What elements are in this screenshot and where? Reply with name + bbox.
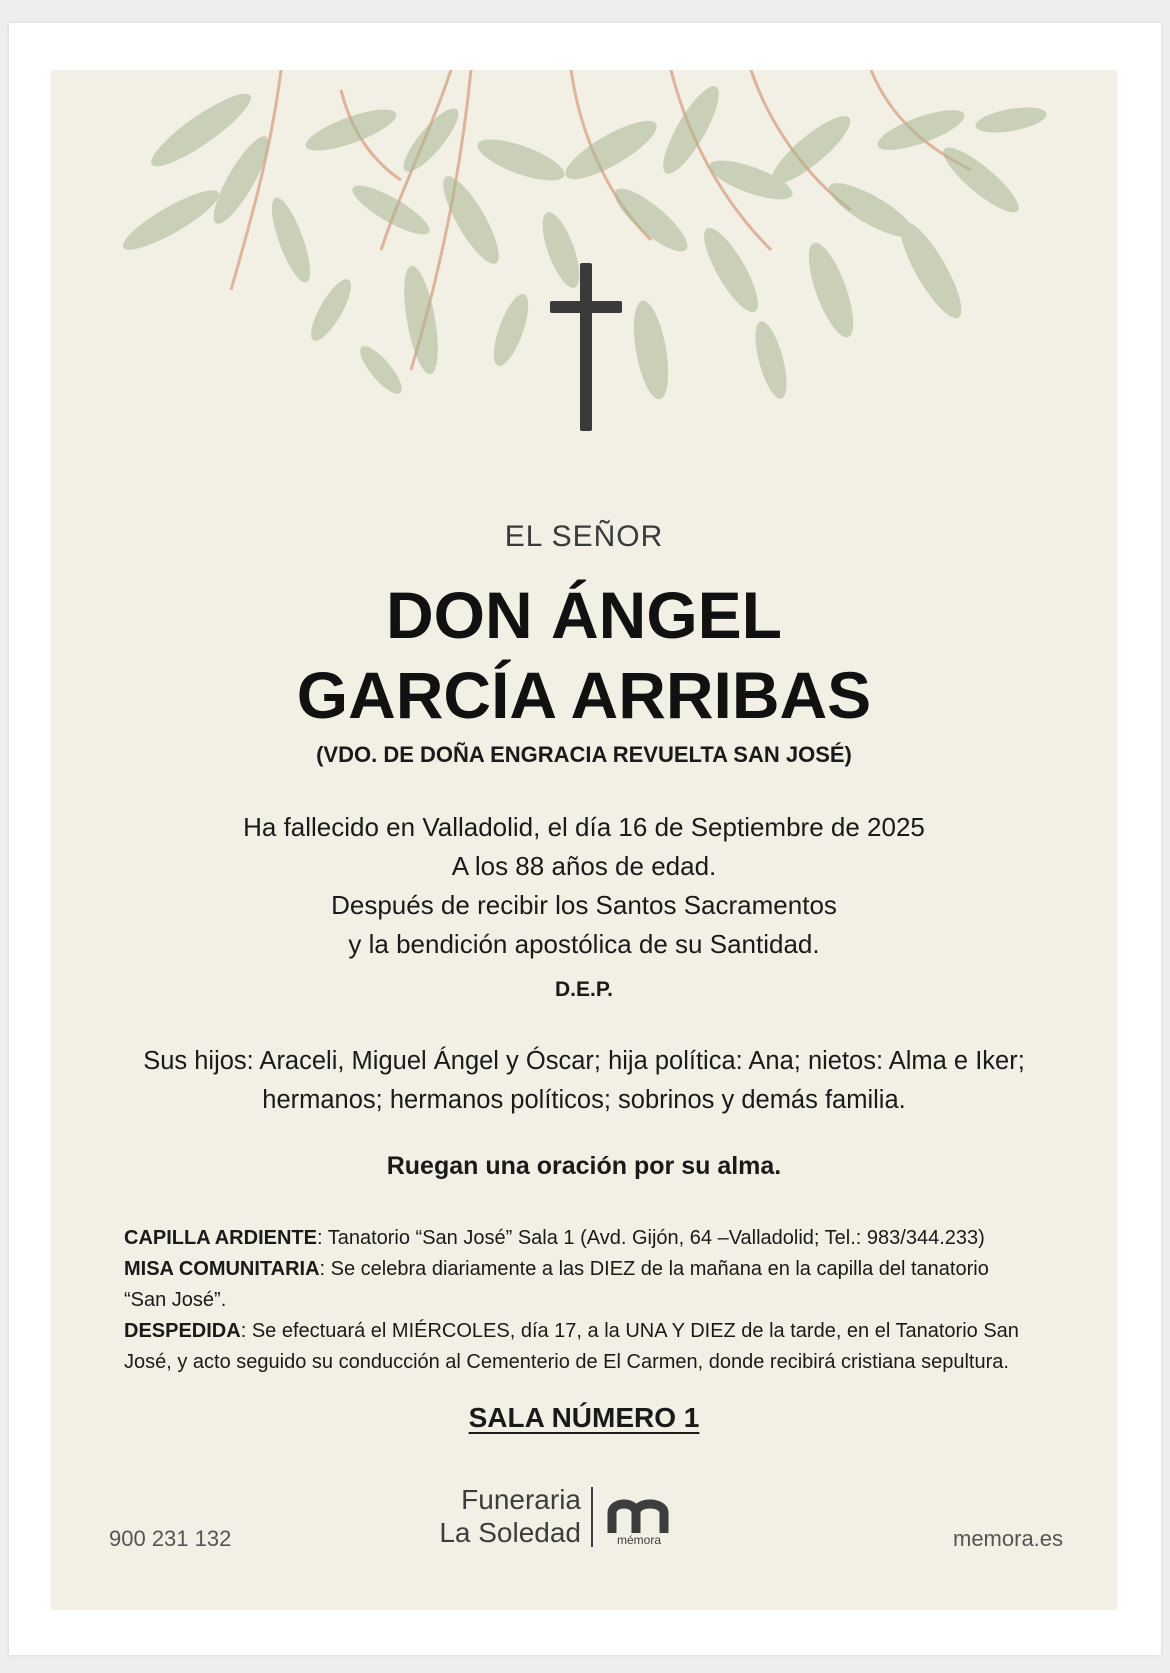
brand-logo [439,1483,736,1555]
name-line-1: DON ÁNGEL [386,578,782,652]
death-notice [51,808,1117,964]
document-sheet [9,23,1161,1655]
chapel-label: CAPILLA ARDIENTE [124,1227,317,1249]
chapel-text: : Tanatorio “San José” Sala 1 (Avd. Gijón, 64 –Valladolid; Tel.: 983/344.233) [316,1227,985,1249]
obituary-card [51,70,1117,1610]
brand-name [439,1483,581,1549]
service-details [124,1223,1024,1378]
logo-divider [591,1487,593,1547]
widow-note: (VDO. DE DOÑA ENGRACIA REVUELTA SAN JOSÉ) [316,742,852,767]
memora-m-logo-icon [606,1495,672,1535]
deceased-name [51,575,1117,735]
farewell-text: : Se efectuará el MIÉRCOLES, día 17, a la UNA Y DIEZ de la tarde, en el Tanatorio San José, y acto seguido su conducción al Cementerio de El Carmen, donde recibirá cristiana sepultura. [124,1320,1019,1373]
room-number: SALA NÚMERO 1 [468,1402,700,1433]
family-line-1: Sus hijos: Araceli, Miguel Ángel y Óscar; hija política: Ana; nietos: Alma e Iker; [143,1047,1025,1075]
footer-website: memora.es [953,1526,1064,1551]
death-line-4: y la bendición apostólica de su Santidad. [348,929,820,959]
brand-mark-caption: mémora [616,1533,661,1547]
brand-line-2: La Soledad [439,1517,581,1548]
farewell-label: DESPEDIDA [124,1320,241,1342]
rip-text: D.E.P. [555,978,613,1001]
brand-line-1: Funeraria [461,1484,581,1515]
mass-info [124,1254,1024,1316]
name-line-2: GARCÍA ARRIBAS [296,658,872,732]
death-line-1: Ha fallecido en Valladolid, el día 16 de Septiembre de 2025 [243,812,925,842]
chapel-info [124,1223,1024,1254]
title-prefix: EL SEÑOR [504,520,664,553]
latin-cross-icon [546,257,626,437]
farewell-info [124,1316,1024,1378]
family-list [51,1042,1117,1120]
death-line-2: A los 88 años de edad. [451,851,717,881]
mass-text: : Se celebra diariamente a las DIEZ de la mañana en la capilla del tanatorio “San José”. [124,1258,989,1311]
footer-phone: 900 231 132 [109,1526,232,1551]
prayer-request: Ruegan una oración por su alma. [386,1152,782,1180]
death-line-3: Después de recibir los Santos Sacramentos [331,890,837,920]
mass-label: MISA COMUNITARIA [124,1258,320,1280]
family-line-2: hermanos; hermanos políticos; sobrinos y demás familia. [262,1086,906,1114]
